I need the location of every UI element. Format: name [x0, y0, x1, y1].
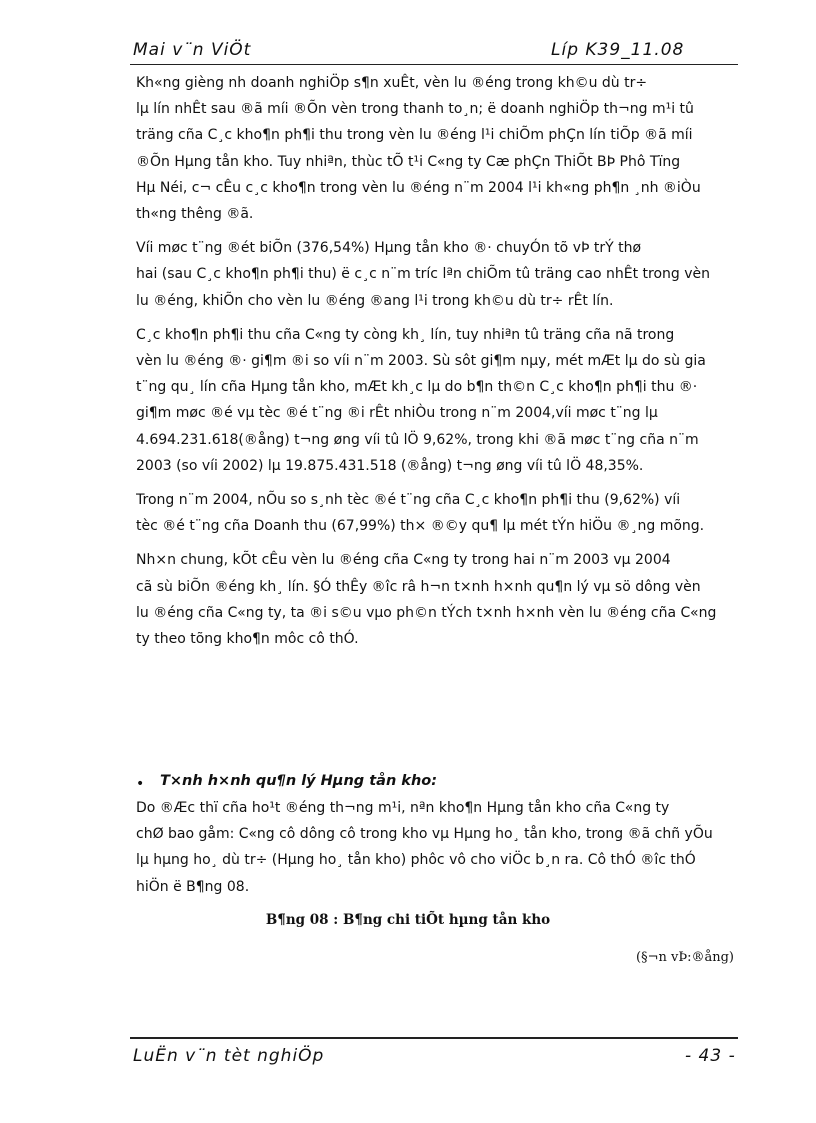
text-line: lµ lín nhÊt sau ®ã míi ®Õn vèn trong thanh to¸n; ë doanh nghiÖp th¬ng m¹i tû	[136, 101, 694, 118]
footer-title: LuËn v¨n tèt nghiÖp	[133, 1046, 325, 1066]
paragraph-3	[136, 322, 738, 479]
text-line: C¸c kho¶n ph¶i thu cña C«ng ty còng kh¸ lín, tuy nhiªn tû träng cña nã trong	[136, 326, 675, 343]
header-class-code: Líp K39_11.08	[551, 40, 685, 60]
text-line: ®Õn Hµng tån kho. Tuy nhiªn, thùc tÕ t¹i C«ng ty Cæ phÇn ThiÕt BÞ Phô Tïng	[136, 153, 681, 170]
text-line: tèc ®é t¨ng cña Doanh thu (67,99%) th× ®©y qu¶ lµ mét tÝn hiÖu ®¸ng mõng.	[136, 518, 705, 535]
text-line: Víi møc t¨ng ®ét biÕn (376,54%) Hµng tån kho ®· chuyÓn tõ vÞ trÝ thø	[136, 240, 642, 257]
text-line: hiÖn ë B¶ng 08.	[136, 878, 250, 895]
paragraph-1	[136, 70, 738, 227]
text-line: th«ng thêng ®ã.	[136, 206, 254, 223]
text-line: Kh«ng gièng nh doanh nghiÖp s¶n xuÊt, vèn lu ®éng trong kh©u dù tr÷	[136, 75, 648, 91]
text-line: ty theo tõng kho¶n môc cô thÓ.	[136, 631, 359, 648]
header-divider	[130, 64, 738, 65]
bullet-dot-icon: •	[136, 776, 145, 792]
header-author: Mai v¨n ViÖt	[133, 40, 252, 60]
text-line: Nh×n chung, kÕt cÊu vèn lu ®éng cña C«ng ty trong hai n¨m 2003 vµ 2004	[136, 552, 671, 569]
text-line: lu ®éng cña C«ng ty, ta ®i s©u vµo ph©n tÝch t×nh h×nh vèn lu ®éng cña C«ng	[136, 604, 717, 621]
paragraph-5	[136, 547, 738, 652]
text-line: chØ bao gåm: C«ng cô dông cô trong kho vµ Hµng ho¸ tån kho, trong ®ã chñ yÕu	[136, 826, 713, 843]
text-line: lu ®éng, khiÕn cho vèn lu ®éng ®ang l¹i trong kh©u dù tr÷ rÊt lín.	[136, 292, 614, 309]
text-line: gi¶m møc ®é vµ tèc ®é t¨ng ®i rÊt nhiÒu trong n¨m 2004,víi møc t¨ng lµ	[136, 405, 658, 422]
section-heading: T×nh h×nh qu¶n lý Hµng tån kho:	[160, 773, 438, 789]
text-line: hai (sau C¸c kho¶n ph¶i thu) ë c¸c n¨m tríc lªn chiÕm tû träng cao nhÊt trong vèn	[136, 266, 710, 283]
text-line: Hµ Néi, c¬ cÊu c¸c kho¶n trong vèn lu ®éng n¨m 2004 l¹i kh«ng ph¶n ¸nh ®iÒu	[136, 179, 701, 196]
text-line: lµ hµng ho¸ dù tr÷ (Hµng ho¸ tån kho) phôc vô cho viÖc b¸n ra. Cô thÓ ®îc thÓ	[136, 852, 696, 869]
table-unit: (§¬n vÞ:®ång)	[636, 950, 734, 965]
page-number: - 43 -	[685, 1046, 736, 1066]
text-line: Trong n¨m 2004, nÕu so s¸nh tèc ®é t¨ng cña C¸c kho¶n ph¶i thu (9,62%) víi	[136, 492, 681, 509]
body-text	[136, 70, 738, 660]
text-line: cã sù biÕn ®éng kh¸ lín. §Ó thÊy ®îc râ h¬n t×nh h×nh qu¶n lý vµ sö dông vèn	[136, 578, 701, 595]
text-line: vèn lu ®éng ®· gi¶m ®i so víi n¨m 2003. Sù sôt gi¶m nµy, mét mÆt lµ do sù gia	[136, 353, 706, 370]
text-line: t¨ng qu¸ lín cña Hµng tån kho, mÆt kh¸c lµ do b¶n th©n C¸c kho¶n ph¶i thu ®·	[136, 379, 698, 396]
footer-divider	[130, 1037, 738, 1039]
paragraph-2	[136, 235, 738, 314]
closing-paragraph	[136, 795, 738, 900]
table-caption: B¶ng 08 : B¶ng chi tiÕt hµng tån kho	[265, 912, 551, 928]
text-line: 4.694.231.618(®ång) t¬ng øng víi tû lÖ 9,62%, trong khi ®ã møc t¨ng cña n¨m	[136, 431, 699, 448]
text-line: Do ®Æc thï cña ho¹t ®éng th¬ng m¹i, nªn kho¶n Hµng tån kho cña C«ng ty	[136, 800, 670, 816]
paragraph-4	[136, 487, 738, 539]
text-line: 2003 (so víi 2002) lµ 19.875.431.518 (®ång) t¬ng øng víi tû lÖ 48,35%.	[136, 457, 644, 474]
text-line: träng cña C¸c kho¶n ph¶i thu trong vèn lu ®éng l¹i chiÕm phÇn lín tiÕp ®ã míi	[136, 127, 693, 144]
